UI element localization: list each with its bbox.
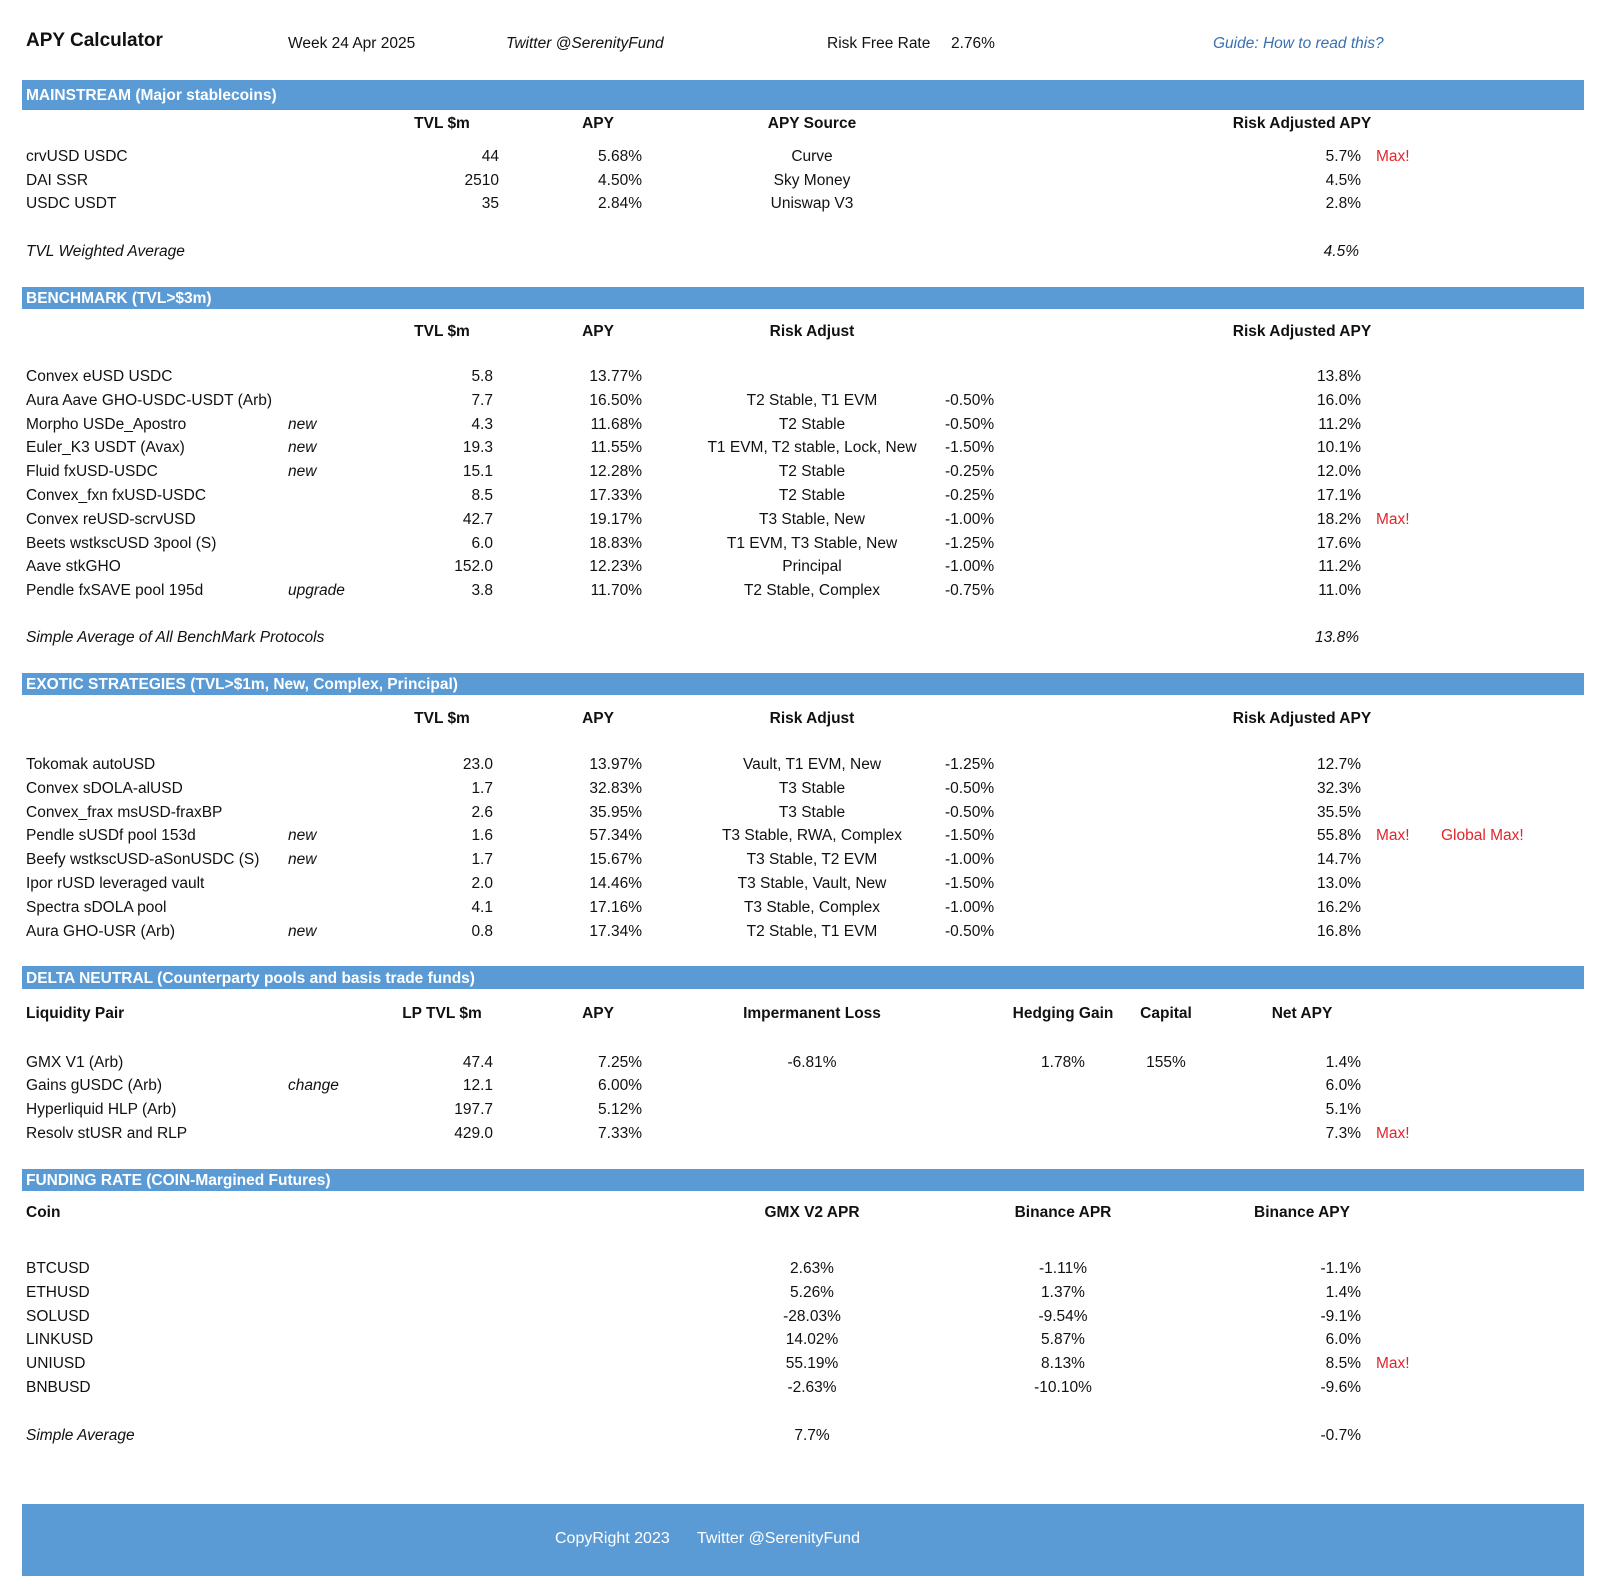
page-title: APY Calculator bbox=[26, 30, 163, 51]
row-capital: 155% bbox=[1146, 1054, 1186, 1071]
row-tvl: 4.3 bbox=[471, 416, 493, 433]
row-net-apy: 5.1% bbox=[1325, 1101, 1361, 1118]
row-binance-apr: -1.11% bbox=[1039, 1260, 1087, 1277]
max-flag: Max! bbox=[1376, 1355, 1410, 1372]
row-risk-factors: T3 Stable, T2 EVM bbox=[746, 851, 878, 868]
col-header-binance-apy: Binance APY bbox=[1254, 1204, 1350, 1221]
row-tvl: 2.0 bbox=[471, 875, 493, 892]
row-risk-adjust: -1.00% bbox=[945, 899, 995, 916]
row-risk-adjust: -0.50% bbox=[945, 392, 995, 409]
max-flag: Max! bbox=[1376, 511, 1410, 528]
row-risk-adjust: -0.50% bbox=[945, 804, 995, 821]
max-flag: Max! bbox=[1376, 148, 1410, 165]
row-risk-adjusted-apy: 32.3% bbox=[1317, 780, 1361, 797]
row-apy-source: Uniswap V3 bbox=[770, 195, 854, 212]
row-risk-adjust: -0.75% bbox=[945, 582, 995, 599]
section-delta-neutral-header: DELTA NEUTRAL (Counterparty pools and basis trade funds) bbox=[22, 966, 1584, 989]
row-binance-apy: 6.0% bbox=[1325, 1331, 1361, 1348]
col-header-liquidity-pair: Liquidity Pair bbox=[26, 1005, 125, 1022]
row-coin: LINKUSD bbox=[26, 1331, 94, 1348]
row-binance-apy: -9.6% bbox=[1320, 1379, 1361, 1396]
col-header-gmx-v2-apr: GMX V2 APR bbox=[764, 1204, 860, 1221]
col-header-risk-adjusted-apy: Risk Adjusted APY bbox=[1232, 323, 1372, 340]
row-net-apy: 7.3% bbox=[1325, 1125, 1361, 1142]
row-tag: change bbox=[288, 1077, 339, 1094]
row-apy: 35.95% bbox=[589, 804, 642, 821]
row-risk-adjusted-apy: 11.2% bbox=[1318, 416, 1361, 433]
row-risk-adjusted-apy: 16.8% bbox=[1317, 923, 1361, 940]
row-tvl: 44 bbox=[481, 148, 499, 165]
row-name: Beefy wstkscUSD-aSonUSDC (S) bbox=[26, 851, 260, 868]
row-apy-source: Sky Money bbox=[773, 172, 851, 189]
col-header-hedging-gain: Hedging Gain bbox=[1012, 1005, 1114, 1022]
tvl-weighted-average-label: TVL Weighted Average bbox=[26, 243, 185, 260]
row-risk-adjust: -1.50% bbox=[945, 827, 995, 844]
row-name: Resolv stUSR and RLP bbox=[26, 1125, 188, 1142]
row-tvl: 42.7 bbox=[462, 511, 493, 528]
col-header-capital: Capital bbox=[1140, 1005, 1192, 1022]
row-name: crvUSD USDC bbox=[26, 148, 128, 165]
row-risk-factors: T3 Stable, Complex bbox=[743, 899, 881, 916]
row-tag: upgrade bbox=[288, 582, 345, 599]
simple-average-value: 13.8% bbox=[1315, 629, 1359, 646]
row-risk-factors: T2 Stable, Complex bbox=[743, 582, 881, 599]
row-coin: UNIUSD bbox=[26, 1355, 86, 1372]
row-risk-adjusted-apy: 5.7% bbox=[1325, 148, 1361, 165]
col-header-lp-tvl: LP TVL $m bbox=[402, 1005, 482, 1022]
row-apy: 11.55% bbox=[590, 439, 642, 456]
row-risk-adjusted-apy: 17.6% bbox=[1317, 535, 1361, 552]
row-apy: 7.25% bbox=[598, 1054, 642, 1071]
row-apy: 57.34% bbox=[589, 827, 642, 844]
row-apy: 7.33% bbox=[598, 1125, 642, 1142]
col-header-risk-adjusted-apy: Risk Adjusted APY bbox=[1232, 710, 1372, 727]
row-risk-factors: T1 EVM, T2 stable, Lock, New bbox=[707, 439, 917, 456]
col-header-risk-adjusted-apy: Risk Adjusted APY bbox=[1232, 115, 1372, 132]
row-apy: 16.50% bbox=[589, 392, 642, 409]
row-risk-factors: T3 Stable bbox=[778, 804, 846, 821]
row-apy: 18.83% bbox=[589, 535, 642, 552]
row-lp-tvl: 197.7 bbox=[454, 1101, 493, 1118]
row-apy: 2.84% bbox=[598, 195, 642, 212]
row-name: Fluid fxUSD-USDC bbox=[26, 463, 158, 480]
row-risk-adjust: -0.50% bbox=[945, 416, 995, 433]
row-name: Ipor rUSD leveraged vault bbox=[26, 875, 205, 892]
row-risk-adjusted-apy: 11.2% bbox=[1318, 558, 1361, 575]
row-lp-tvl: 429.0 bbox=[454, 1125, 493, 1142]
row-apy: 32.83% bbox=[589, 780, 642, 797]
global-max-flag: Global Max! bbox=[1441, 827, 1524, 844]
risk-free-rate-value: 2.76% bbox=[951, 35, 995, 52]
row-risk-adjusted-apy: 4.5% bbox=[1325, 172, 1361, 189]
row-apy: 11.68% bbox=[590, 416, 642, 433]
row-tag: new bbox=[288, 416, 317, 433]
row-binance-apy: 1.4% bbox=[1325, 1284, 1361, 1301]
row-risk-adjusted-apy: 12.7% bbox=[1317, 756, 1361, 773]
row-impermanent-loss: -6.81% bbox=[787, 1054, 837, 1071]
section-mainstream-header: MAINSTREAM (Major stablecoins) bbox=[22, 80, 1584, 110]
row-name: Hyperliquid HLP (Arb) bbox=[26, 1101, 177, 1118]
row-risk-adjust: -0.25% bbox=[945, 487, 995, 504]
row-gmx-v2-apr: -28.03% bbox=[783, 1308, 841, 1325]
col-header-risk-adjust: Risk Adjust bbox=[769, 710, 855, 727]
row-name: Aura Aave GHO-USDC-USDT (Arb) bbox=[26, 392, 273, 409]
row-net-apy: 6.0% bbox=[1325, 1077, 1361, 1094]
row-name: Spectra sDOLA pool bbox=[26, 899, 167, 916]
max-flag: Max! bbox=[1376, 1125, 1410, 1142]
row-risk-factors: T3 Stable bbox=[778, 780, 846, 797]
row-risk-adjusted-apy: 11.0% bbox=[1318, 582, 1361, 599]
row-gmx-v2-apr: 5.26% bbox=[790, 1284, 834, 1301]
row-risk-adjusted-apy: 10.1% bbox=[1317, 439, 1361, 456]
week-label: Week 24 Apr 2025 bbox=[288, 35, 416, 52]
row-risk-adjusted-apy: 12.0% bbox=[1317, 463, 1361, 480]
row-binance-apr: 1.37% bbox=[1041, 1284, 1085, 1301]
row-risk-factors: T3 Stable, New bbox=[759, 511, 865, 528]
row-risk-adjusted-apy: 16.0% bbox=[1317, 392, 1361, 409]
row-name: Pendle sUSDf pool 153d bbox=[26, 827, 196, 844]
row-name: Aura GHO-USR (Arb) bbox=[26, 923, 175, 940]
row-risk-adjusted-apy: 14.7% bbox=[1317, 851, 1361, 868]
row-name: DAI SSR bbox=[26, 172, 89, 189]
row-binance-apr: -10.10% bbox=[1034, 1379, 1092, 1396]
row-name: Convex eUSD USDC bbox=[26, 368, 173, 385]
row-name: Euler_K3 USDT (Avax) bbox=[26, 439, 185, 456]
row-coin: BTCUSD bbox=[26, 1260, 90, 1277]
row-hedging-gain: 1.78% bbox=[1041, 1054, 1085, 1071]
row-tag: new bbox=[288, 827, 317, 844]
row-apy: 4.50% bbox=[598, 172, 642, 189]
row-name: Convex reUSD-scrvUSD bbox=[26, 511, 196, 528]
row-risk-adjusted-apy: 13.0% bbox=[1317, 875, 1361, 892]
row-lp-tvl: 47.4 bbox=[462, 1054, 493, 1071]
row-risk-adjust: -1.00% bbox=[945, 851, 995, 868]
col-header-apy: APY bbox=[582, 1005, 614, 1022]
row-risk-adjusted-apy: 16.2% bbox=[1317, 899, 1361, 916]
row-apy: 12.23% bbox=[589, 558, 642, 575]
row-risk-adjust: -1.50% bbox=[945, 439, 995, 456]
row-name: Beets wstkscUSD 3pool (S) bbox=[26, 535, 217, 552]
row-tag: new bbox=[288, 439, 317, 456]
row-name: Convex_frax msUSD-fraxBP bbox=[26, 804, 223, 821]
row-risk-factors: T2 Stable bbox=[778, 487, 846, 504]
row-tvl: 23.0 bbox=[462, 756, 493, 773]
row-tvl: 7.7 bbox=[471, 392, 493, 409]
row-binance-apy: -9.1% bbox=[1320, 1308, 1361, 1325]
row-apy: 12.28% bbox=[589, 463, 642, 480]
row-tvl: 1.7 bbox=[471, 780, 493, 797]
row-name: Tokomak autoUSD bbox=[26, 756, 156, 773]
row-tvl: 1.7 bbox=[471, 851, 493, 868]
col-header-impermanent-loss: Impermanent Loss bbox=[743, 1005, 881, 1022]
row-risk-factors: T1 EVM, T3 Stable, New bbox=[726, 535, 898, 552]
row-lp-tvl: 12.1 bbox=[462, 1077, 493, 1094]
simple-average-label: Simple Average of All BenchMark Protocols bbox=[26, 629, 325, 646]
row-tvl: 5.8 bbox=[471, 368, 493, 385]
row-risk-factors: T2 Stable bbox=[778, 463, 846, 480]
section-exotic-header: EXOTIC STRATEGIES (TVL>$1m, New, Complex, Principal) bbox=[22, 673, 1584, 695]
col-header-net-apy: Net APY bbox=[1271, 1005, 1333, 1022]
row-apy: 15.67% bbox=[589, 851, 642, 868]
col-header-apy: APY bbox=[582, 115, 614, 132]
row-apy: 14.46% bbox=[589, 875, 642, 892]
footer-band bbox=[22, 1504, 1584, 1576]
row-risk-adjust: -1.25% bbox=[945, 535, 995, 552]
row-gmx-v2-apr: 14.02% bbox=[785, 1331, 839, 1348]
row-tvl: 4.1 bbox=[471, 899, 493, 916]
row-risk-adjusted-apy: 17.1% bbox=[1317, 487, 1361, 504]
row-risk-adjusted-apy: 2.8% bbox=[1325, 195, 1361, 212]
row-apy-source: Curve bbox=[791, 148, 833, 165]
row-tvl: 15.1 bbox=[462, 463, 493, 480]
row-tvl: 35 bbox=[481, 195, 499, 212]
row-name: Convex sDOLA-alUSD bbox=[26, 780, 183, 797]
row-gmx-v2-apr: -2.63% bbox=[787, 1379, 837, 1396]
section-benchmark-header: BENCHMARK (TVL>$3m) bbox=[22, 287, 1584, 309]
guide-link[interactable]: Guide: How to read this? bbox=[1213, 35, 1384, 52]
row-apy: 13.97% bbox=[589, 756, 642, 773]
col-header-tvl: TVL $m bbox=[414, 323, 470, 340]
row-risk-factors: T3 Stable, Vault, New bbox=[737, 875, 887, 892]
row-risk-adjust: -0.50% bbox=[945, 923, 995, 940]
row-risk-factors: Vault, T1 EVM, New bbox=[742, 756, 882, 773]
row-risk-adjust: -0.25% bbox=[945, 463, 995, 480]
col-header-apy-source: APY Source bbox=[767, 115, 857, 132]
row-tvl: 6.0 bbox=[471, 535, 493, 552]
row-risk-factors: Principal bbox=[782, 558, 842, 575]
row-risk-adjust: -1.00% bbox=[945, 558, 995, 575]
row-apy: 13.77% bbox=[589, 368, 642, 385]
row-coin: ETHUSD bbox=[26, 1284, 90, 1301]
row-tvl: 3.8 bbox=[471, 582, 493, 599]
row-tag: new bbox=[288, 463, 317, 480]
row-name: GMX V1 (Arb) bbox=[26, 1054, 124, 1071]
row-net-apy: 1.4% bbox=[1325, 1054, 1361, 1071]
row-tvl: 19.3 bbox=[462, 439, 493, 456]
max-flag: Max! bbox=[1376, 827, 1410, 844]
row-tvl: 152.0 bbox=[454, 558, 493, 575]
col-header-apy: APY bbox=[582, 710, 614, 727]
row-tvl: 1.6 bbox=[471, 827, 493, 844]
col-header-tvl: TVL $m bbox=[414, 115, 470, 132]
row-risk-adjusted-apy: 55.8% bbox=[1317, 827, 1361, 844]
row-risk-factors: T2 Stable bbox=[778, 416, 846, 433]
simple-average-gmx: 7.7% bbox=[794, 1427, 830, 1444]
row-apy: 11.70% bbox=[590, 582, 642, 599]
row-binance-apy: 8.5% bbox=[1325, 1355, 1361, 1372]
col-header-binance-apr: Binance APR bbox=[1014, 1204, 1112, 1221]
tvl-weighted-average-value: 4.5% bbox=[1323, 243, 1359, 260]
row-risk-adjusted-apy: 18.2% bbox=[1317, 511, 1361, 528]
row-coin: SOLUSD bbox=[26, 1308, 90, 1325]
section-funding-rate-header: FUNDING RATE (COIN-Margined Futures) bbox=[22, 1169, 1584, 1191]
row-name: USDC USDT bbox=[26, 195, 117, 212]
row-apy: 6.00% bbox=[598, 1077, 642, 1094]
row-tvl: 2510 bbox=[464, 172, 499, 189]
row-apy: 17.16% bbox=[589, 899, 642, 916]
row-tvl: 8.5 bbox=[471, 487, 493, 504]
row-binance-apr: 5.87% bbox=[1041, 1331, 1085, 1348]
risk-free-rate-label: Risk Free Rate bbox=[827, 35, 931, 52]
row-risk-factors: T2 Stable, T1 EVM bbox=[746, 392, 878, 409]
row-apy: 5.68% bbox=[598, 148, 642, 165]
simple-average-label: Simple Average bbox=[26, 1427, 135, 1444]
footer-twitter[interactable]: Twitter @SerenityFund bbox=[697, 1530, 860, 1547]
row-apy: 17.34% bbox=[589, 923, 642, 940]
row-risk-adjusted-apy: 13.8% bbox=[1317, 368, 1361, 385]
row-apy: 5.12% bbox=[598, 1101, 642, 1118]
row-binance-apr: 8.13% bbox=[1041, 1355, 1085, 1372]
row-risk-adjust: -1.00% bbox=[945, 511, 995, 528]
row-risk-adjust: -1.25% bbox=[945, 756, 995, 773]
col-header-tvl: TVL $m bbox=[414, 710, 470, 727]
col-header-risk-adjust: Risk Adjust bbox=[769, 323, 855, 340]
col-header-apy: APY bbox=[582, 323, 614, 340]
simple-average-binance-apy: -0.7% bbox=[1320, 1427, 1361, 1444]
row-tag: new bbox=[288, 851, 317, 868]
row-risk-adjust: -0.50% bbox=[945, 780, 995, 797]
row-gmx-v2-apr: 2.63% bbox=[790, 1260, 834, 1277]
row-tag: new bbox=[288, 923, 317, 940]
row-name: Pendle fxSAVE pool 195d bbox=[26, 582, 204, 599]
row-tvl: 2.6 bbox=[471, 804, 493, 821]
row-name: Aave stkGHO bbox=[26, 558, 121, 575]
row-risk-factors: T3 Stable, RWA, Complex bbox=[721, 827, 903, 844]
row-tvl: 0.8 bbox=[471, 923, 493, 940]
row-binance-apy: -1.1% bbox=[1320, 1260, 1361, 1277]
row-apy: 17.33% bbox=[589, 487, 642, 504]
row-apy: 19.17% bbox=[589, 511, 642, 528]
row-risk-factors: T2 Stable, T1 EVM bbox=[746, 923, 878, 940]
row-binance-apr: -9.54% bbox=[1038, 1308, 1088, 1325]
col-header-coin: Coin bbox=[26, 1204, 61, 1221]
row-gmx-v2-apr: 55.19% bbox=[785, 1355, 839, 1372]
footer-copyright: CopyRight 2023 bbox=[555, 1530, 670, 1547]
twitter-handle[interactable]: Twitter @SerenityFund bbox=[506, 35, 664, 52]
row-risk-adjusted-apy: 35.5% bbox=[1317, 804, 1361, 821]
row-name: Gains gUSDC (Arb) bbox=[26, 1077, 163, 1094]
row-name: Convex_fxn fxUSD-USDC bbox=[26, 487, 207, 504]
row-risk-adjust: -1.50% bbox=[945, 875, 995, 892]
row-name: Morpho USDe_Apostro bbox=[26, 416, 187, 433]
row-coin: BNBUSD bbox=[26, 1379, 91, 1396]
